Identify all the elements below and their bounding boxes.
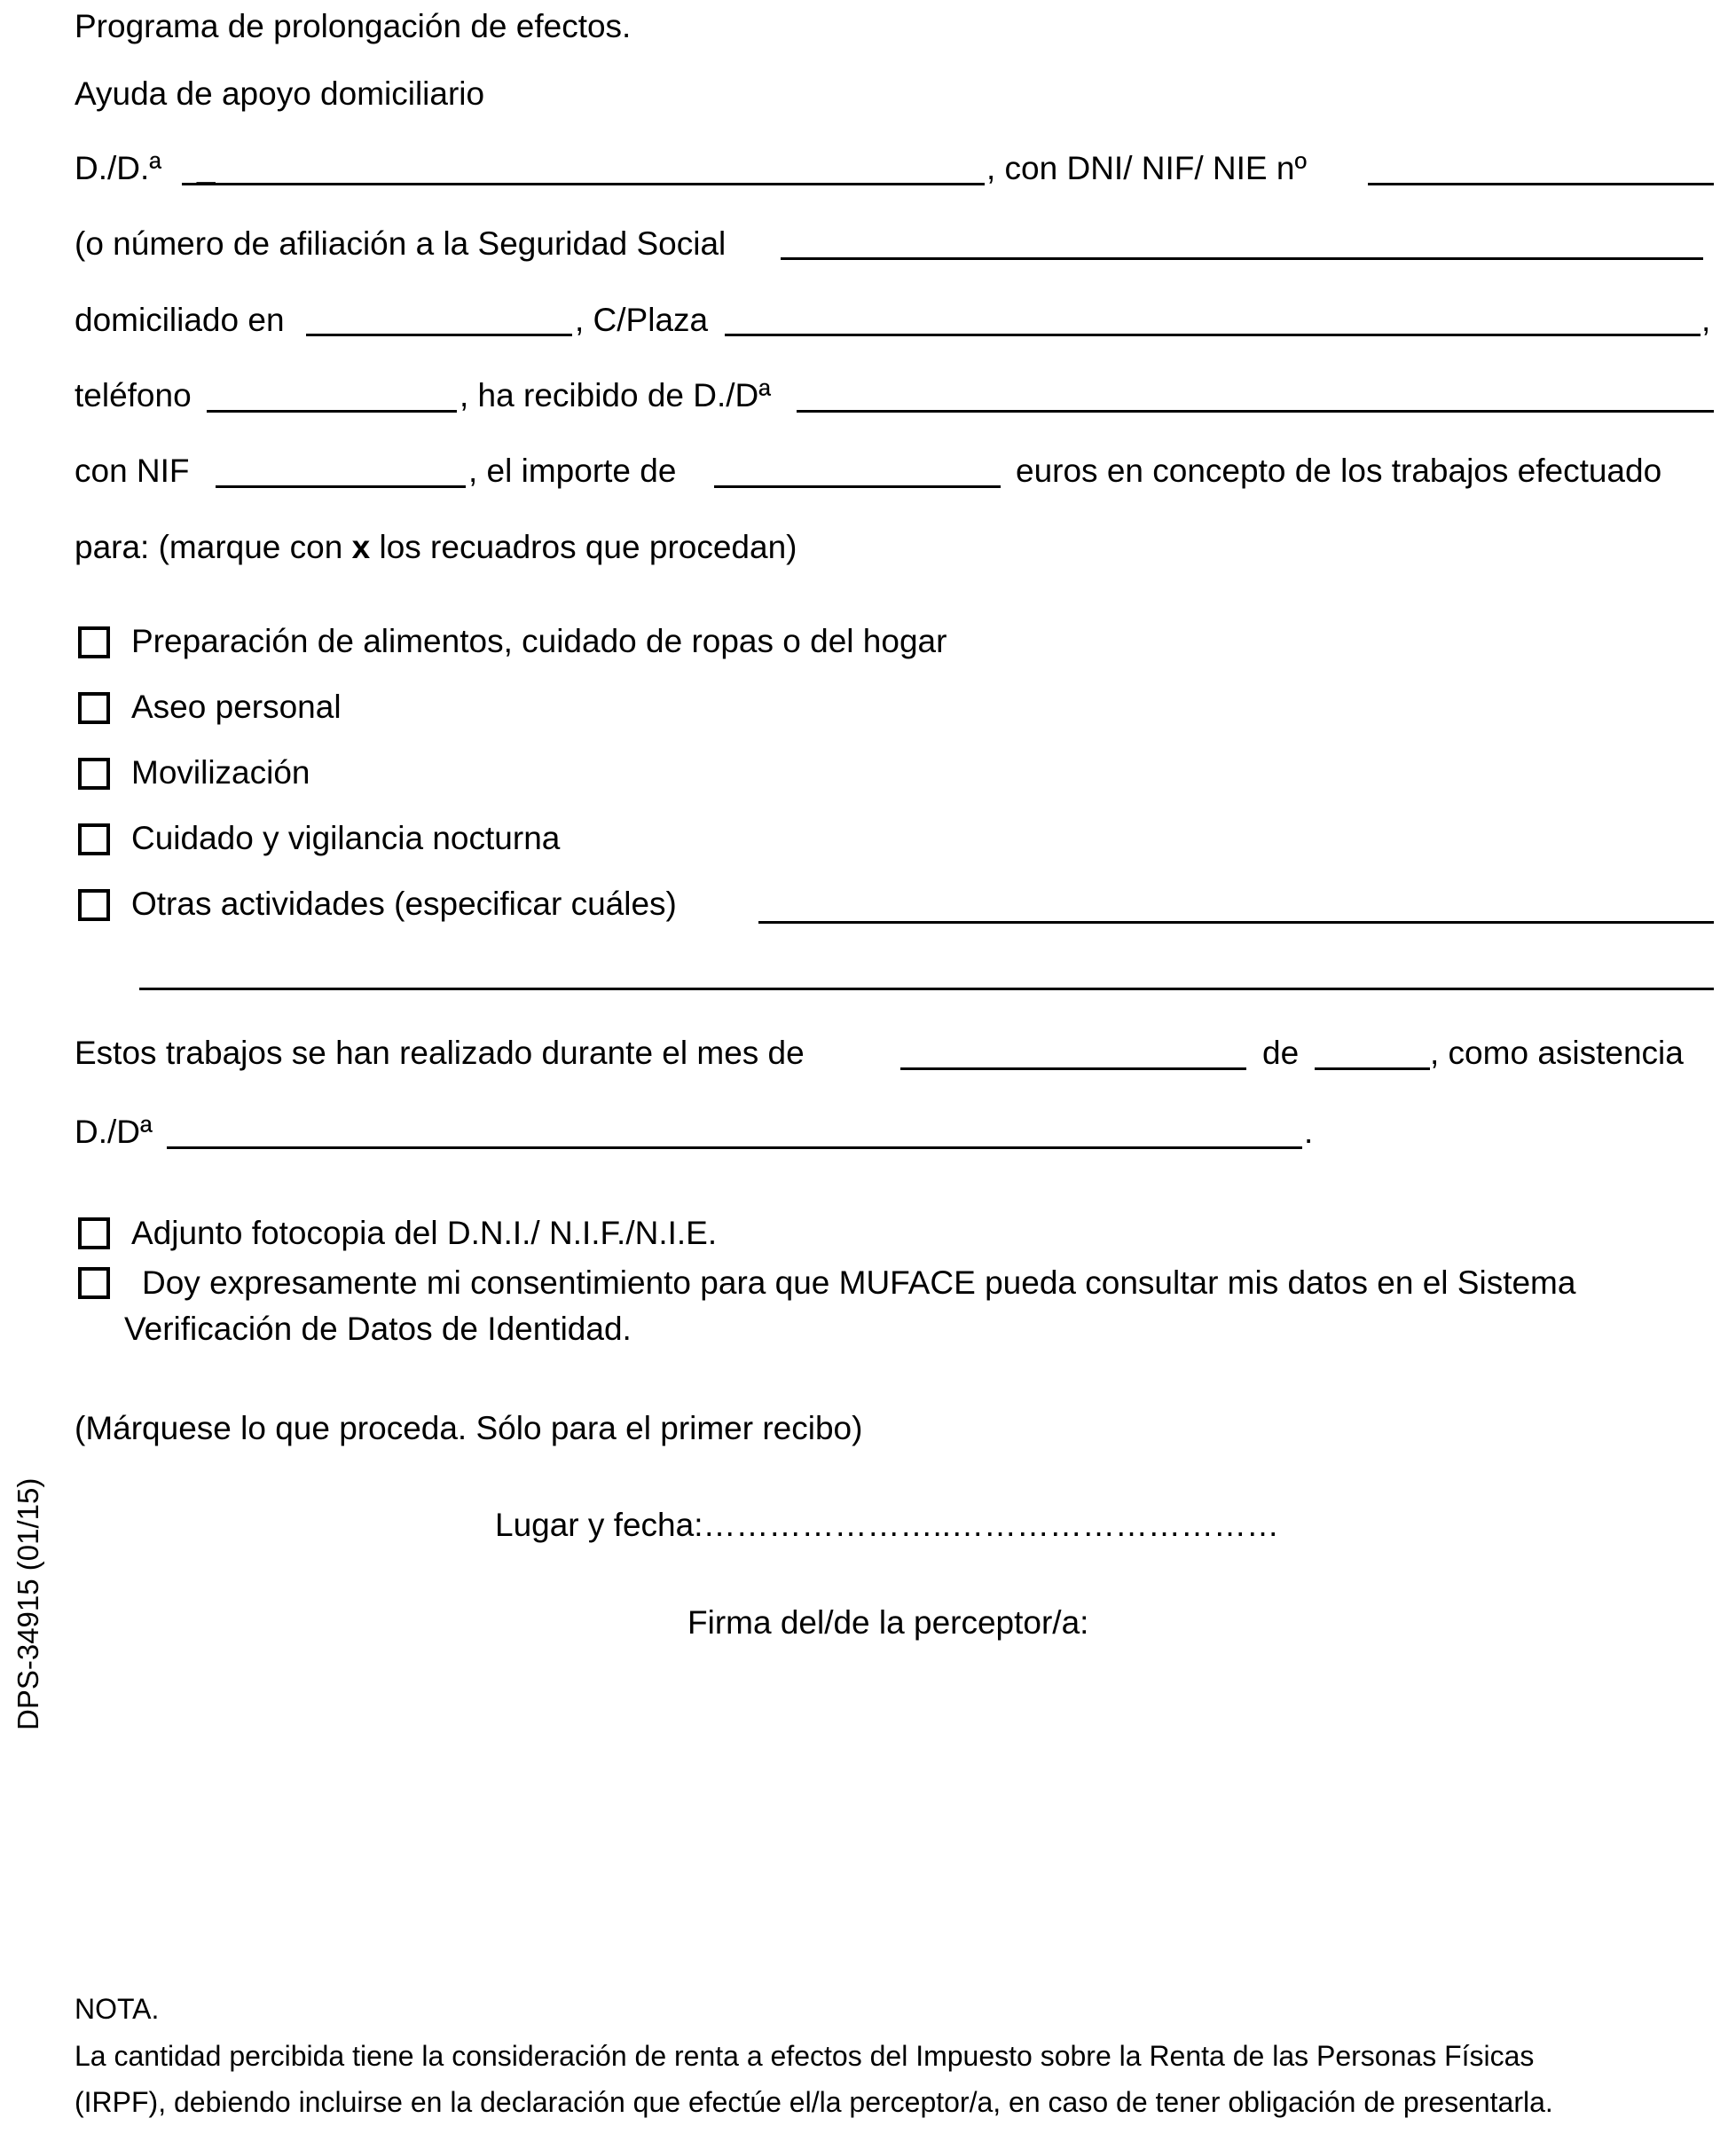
checkbox-personal-hygiene[interactable] <box>78 692 110 724</box>
domicile-label: domiciliado en <box>75 302 285 338</box>
footnote-line2: (IRPF), debiendo incluirse en la declaración que efectúe el/la perceptor/a, en caso de tener obligación de presentarla. <box>75 2086 1553 2118</box>
amount-field[interactable] <box>714 485 1001 488</box>
place-date: Lugar y fecha:…………………..………………………… <box>495 1507 1280 1543</box>
footnote-line1: La cantidad percibida tiene la consideración de renta a efectos del Impuesto sobre la Renta de las Personas Físicas <box>75 2040 1535 2072</box>
id-photocopy-text: Adjunto fotocopia del D.N.I./ N.I.F./N.I.E. <box>131 1215 718 1251</box>
aid-title: Ayuda de apoyo domiciliario <box>75 75 485 112</box>
instruction-text: para: (marque con x los recuadros que procedan) <box>75 529 797 565</box>
other-activities-field-2[interactable] <box>139 988 1714 990</box>
document-code: DPS-34915 (01/15) <box>12 1477 44 1730</box>
street-comma: , <box>1701 302 1711 338</box>
checkbox-other-activities[interactable] <box>78 889 110 921</box>
concept-label: euros en concepto de los trabajos efectuado <box>1016 453 1662 489</box>
checkbox-night-care[interactable] <box>78 823 110 855</box>
other-activities-field[interactable] <box>758 921 1714 924</box>
payer-name-field[interactable] <box>797 410 1714 413</box>
program-title: Programa de prolongación de efectos. <box>75 8 632 44</box>
received-from-label: , ha recibido de D./Dª <box>460 377 771 413</box>
signature-label: Firma del/de la perceptor/a: <box>687 1604 1089 1641</box>
option-personal-hygiene: Aseo personal <box>131 689 342 725</box>
option-mobilization: Movilización <box>131 754 310 791</box>
amount-label: , el importe de <box>468 453 677 489</box>
social-security-label: (o número de afiliación a la Seguridad Social <box>75 225 727 262</box>
name-label: D./D.ª <box>75 150 161 186</box>
option-other-activities: Otras actividades (especificar cuáles) <box>131 886 677 922</box>
nif-label: con NIF <box>75 453 190 489</box>
checkbox-mobilization[interactable] <box>78 758 110 790</box>
domicile-field[interactable] <box>306 334 572 336</box>
mark-note: (Márquese lo que proceda. Sólo para el primer recibo) <box>75 1410 863 1446</box>
consent-text-line2: Verificación de Datos de Identidad. <box>124 1311 632 1347</box>
month-field[interactable] <box>900 1067 1246 1070</box>
assistance-label: , como asistencia <box>1430 1035 1684 1071</box>
phone-field[interactable] <box>207 410 457 413</box>
beneficiary-field[interactable] <box>167 1146 1302 1149</box>
option-night-care: Cuidado y vigilancia nocturna <box>131 820 561 856</box>
consent-text-line1: Doy expresamente mi consentimiento para que MUFACE pueda consultar mis datos en el Sistema <box>142 1264 1576 1301</box>
dni-field[interactable] <box>1368 183 1714 185</box>
checkbox-food-preparation[interactable] <box>78 626 110 658</box>
dni-label: , con DNI/ NIF/ NIE nº <box>986 150 1307 186</box>
social-security-field[interactable] <box>781 257 1703 260</box>
beneficiary-dot: . <box>1304 1114 1314 1150</box>
period-label: Estos trabajos se han realizado durante el mes de <box>75 1035 805 1071</box>
year-field[interactable] <box>1315 1067 1430 1070</box>
footnote-title: NOTA. <box>75 1993 160 2025</box>
street-label: , C/Plaza <box>575 302 709 338</box>
checkbox-id-photocopy[interactable] <box>78 1217 110 1249</box>
nif-field[interactable] <box>216 485 466 488</box>
name-field[interactable] <box>182 183 985 185</box>
street-field[interactable] <box>725 334 1701 336</box>
option-food-preparation: Preparación de alimentos, cuidado de ropas o del hogar <box>131 623 947 659</box>
beneficiary-label: D./Dª <box>75 1114 153 1150</box>
checkbox-consent[interactable] <box>78 1267 110 1299</box>
name-underscore: _ <box>197 148 216 185</box>
phone-label: teléfono <box>75 377 192 413</box>
year-label: de <box>1262 1035 1300 1071</box>
